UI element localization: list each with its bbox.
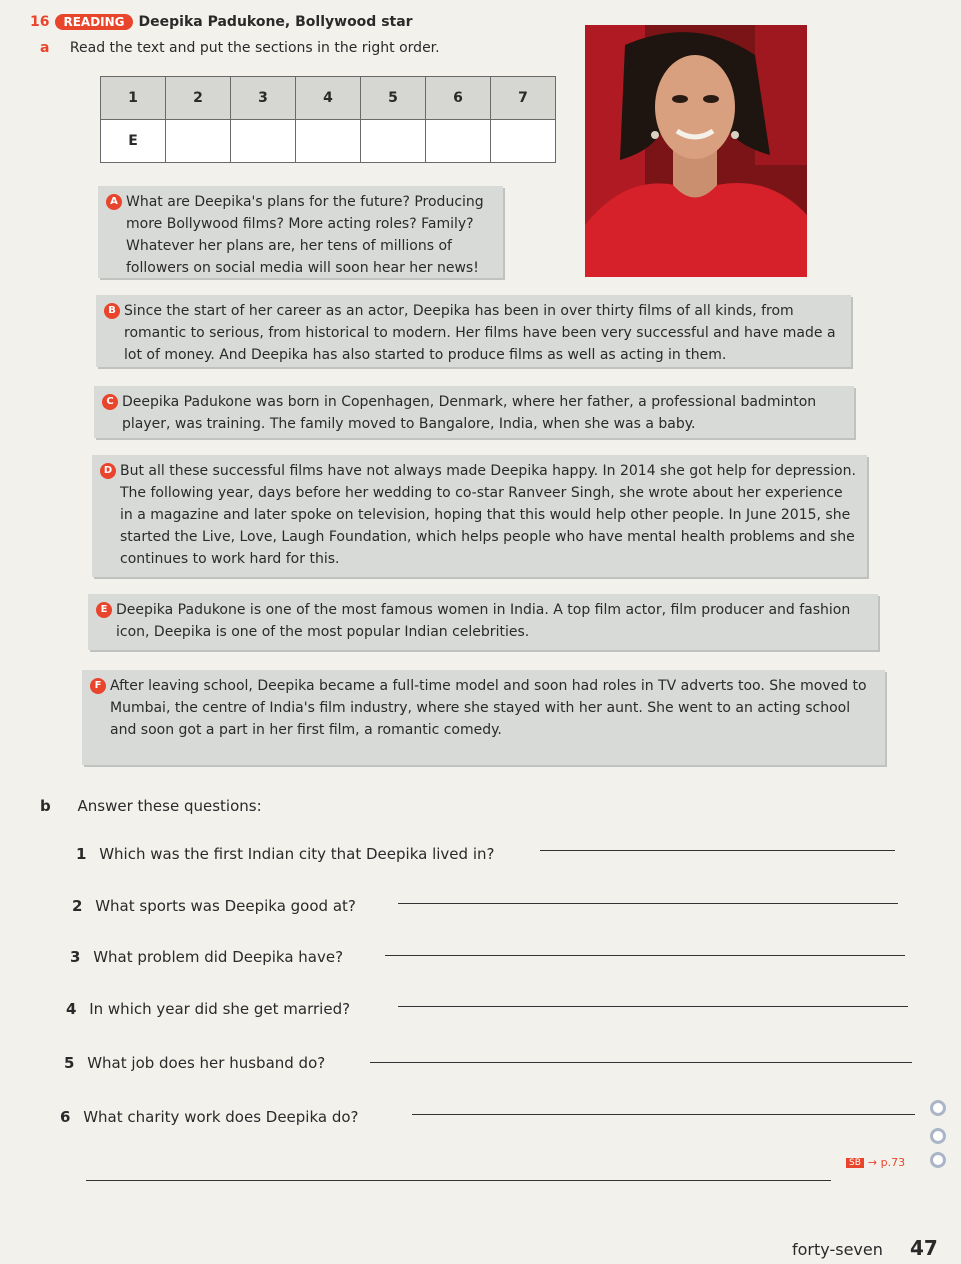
- section-f: [82, 670, 885, 765]
- order-header-cell: 1: [101, 77, 166, 120]
- question-1: [76, 845, 494, 863]
- section-text: Deepika Padukone is one of the most famous women in India. A top film actor, film producer and fashion icon, Deepika is one of the most popular Indian celebrities.: [116, 602, 851, 640]
- answer-line-2[interactable]: [398, 903, 898, 904]
- question-3: [70, 948, 343, 966]
- section-b: [96, 295, 851, 367]
- student-book-reference: [846, 1156, 905, 1169]
- answer-line-4[interactable]: [398, 1006, 908, 1007]
- question-number: 6: [60, 1108, 71, 1126]
- section-d: [92, 455, 867, 577]
- order-header-cell: 6: [426, 77, 491, 120]
- deepika-photo: [585, 25, 807, 277]
- question-text: In which year did she get married?: [89, 1000, 351, 1018]
- section-letter-badge: B: [104, 303, 120, 319]
- question-5: [64, 1054, 325, 1072]
- answer-line-6[interactable]: [412, 1114, 915, 1115]
- task-b-text: Answer these questions:: [77, 797, 262, 815]
- order-header-cell: 7: [491, 77, 556, 120]
- order-answer-cell[interactable]: [296, 120, 361, 163]
- order-header-cell: 5: [361, 77, 426, 120]
- section-c: [94, 386, 854, 438]
- section-text: After leaving school, Deepika became a full-time model and soon had roles in TV adverts too. She moved to Mumbai, the centre of India's film industry, where she stayed with her aunt. She went to an acting school and soon got a part in her first film, a romantic comedy.: [110, 678, 867, 738]
- reading-tag: READING: [55, 14, 132, 30]
- order-answer-cell[interactable]: [491, 120, 556, 163]
- order-answer-cell[interactable]: [166, 120, 231, 163]
- page-footer: [792, 1236, 938, 1260]
- question-number: 1: [76, 845, 87, 863]
- section-letter-badge: C: [102, 394, 118, 410]
- order-table: [100, 76, 556, 163]
- portrait-illustration: [585, 25, 807, 277]
- order-answer-cell[interactable]: [361, 120, 426, 163]
- exercise-number: 16: [30, 14, 50, 30]
- answer-line-1[interactable]: [540, 850, 895, 851]
- binding-hole-icon: [930, 1152, 946, 1168]
- order-table-header-row: [101, 77, 556, 120]
- question-number: 2: [72, 897, 83, 915]
- section-text: Since the start of her career as an actor, Deepika has been in over thirty films of all kinds, from romantic to serious, from historical to modern. Her films have been very successful and have made a lot of money. And Deepika has also started to produce films as well as acting in them.: [124, 303, 836, 363]
- question-6: [60, 1108, 359, 1126]
- section-text: But all these successful films have not always made Deepika happy. In 2014 she got help for depression. The following year, days before her wedding to co-star Ranveer Singh, she wrote about her experience in a magazine and later spoke on television, hoping that this would help other people. In June 2015, she started the Live, Love, Laugh Foundation, which helps people who have mental health problems and she continues to work hard for this.: [120, 463, 856, 567]
- question-number: 4: [66, 1000, 77, 1018]
- section-letter-badge: E: [96, 602, 112, 618]
- page-number-words: forty-seven: [792, 1240, 883, 1259]
- answer-line-3[interactable]: [385, 955, 905, 956]
- question-number: 5: [64, 1054, 75, 1072]
- answer-line-5[interactable]: [370, 1062, 912, 1063]
- section-a: [98, 186, 503, 278]
- question-text: Which was the first Indian city that Deepika lived in?: [99, 845, 495, 863]
- section-letter-badge: A: [106, 194, 122, 210]
- task-a-text: Read the text and put the sections in the right order.: [69, 40, 440, 56]
- exercise-title: Deepika Padukone, Bollywood star: [138, 14, 413, 30]
- task-b-instruction: [40, 797, 262, 815]
- answer-line-extra[interactable]: [86, 1180, 831, 1181]
- section-letter-badge: F: [90, 678, 106, 694]
- order-answer-cell[interactable]: [426, 120, 491, 163]
- task-a-instruction: [40, 40, 440, 56]
- question-text: What job does her husband do?: [87, 1054, 326, 1072]
- section-text: Deepika Padukone was born in Copenhagen, Denmark, where her father, a professional badminton player, was training. The family moved to Bangalore, India, when she was a baby.: [122, 394, 817, 432]
- question-number: 3: [70, 948, 81, 966]
- section-text: What are Deepika's plans for the future? Producing more Bollywood films? More acting roles? Family? Whatever her plans are, her tens of millions of followers on social media will soon hear her news!: [126, 194, 484, 276]
- order-header-cell: 4: [296, 77, 361, 120]
- question-text: What sports was Deepika good at?: [95, 897, 356, 915]
- section-e: [88, 594, 878, 650]
- sb-tag: SB: [846, 1158, 864, 1168]
- order-answer-cell[interactable]: [231, 120, 296, 163]
- exercise-header: [30, 14, 413, 30]
- task-a-letter: a: [40, 40, 50, 56]
- question-4: [66, 1000, 350, 1018]
- question-text: What charity work does Deepika do?: [83, 1108, 359, 1126]
- page-number: 47: [909, 1236, 938, 1260]
- order-answer-cell: E: [101, 120, 166, 163]
- order-table-answer-row: [101, 120, 556, 163]
- sb-page-ref: → p.73: [867, 1156, 906, 1169]
- binding-hole-icon: [930, 1100, 946, 1116]
- binding-hole-icon: [930, 1128, 946, 1144]
- section-letter-badge: D: [100, 463, 116, 479]
- order-header-cell: 2: [166, 77, 231, 120]
- order-header-cell: 3: [231, 77, 296, 120]
- task-b-letter: b: [40, 797, 51, 815]
- question-2: [72, 897, 356, 915]
- question-text: What problem did Deepika have?: [93, 948, 344, 966]
